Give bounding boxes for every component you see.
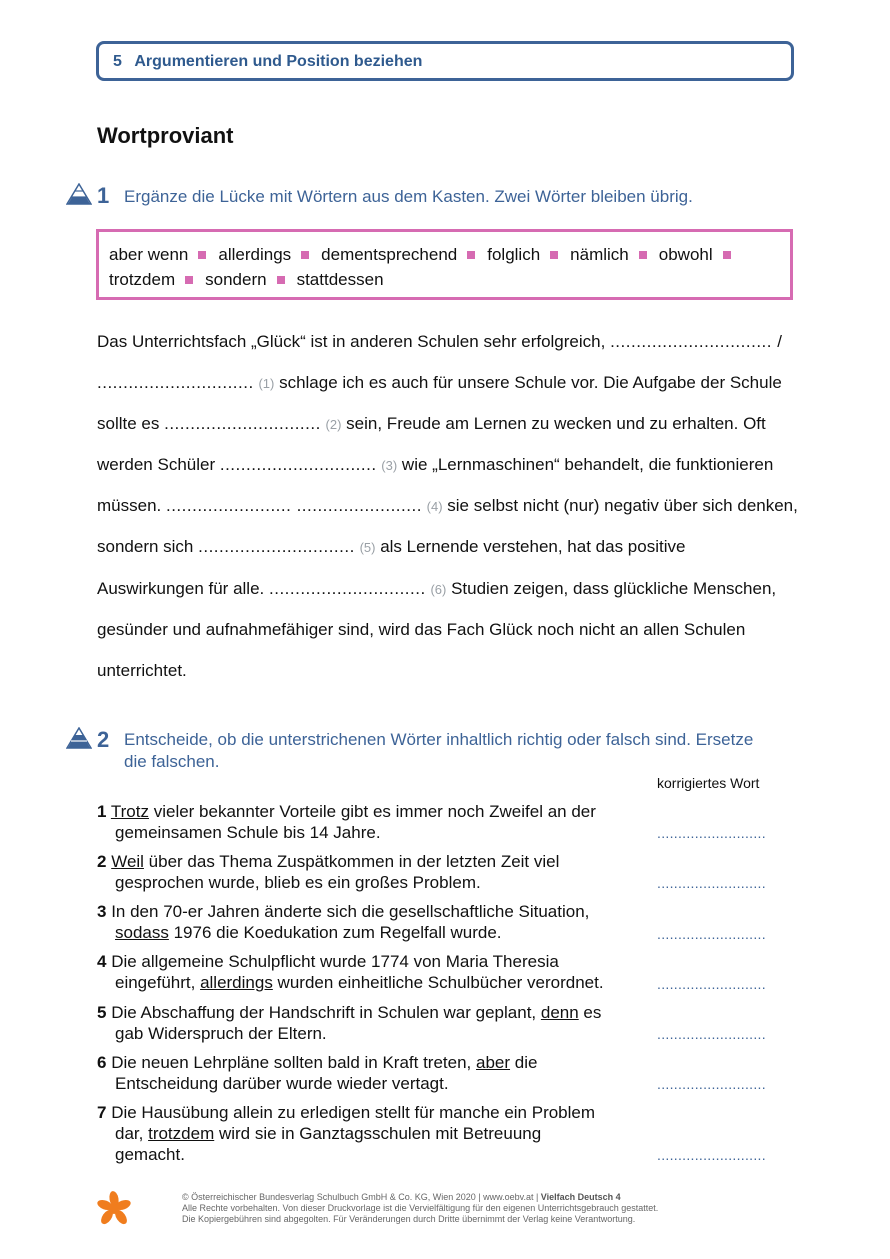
square-bullet-icon [185,276,193,284]
instruction-line: die falschen. [124,752,220,771]
underlined-word: sodass [115,923,169,942]
item-text: eingeführt, [115,973,201,992]
cloze-line [97,579,776,599]
item-text: über das Thema Zuspätkommen in der letzten Zeit viel [143,852,560,871]
word-item: aber wenn [109,245,189,264]
task-1-instruction: Ergänze die Lücke mit Wörtern aus dem Kasten. Zwei Wörter bleiben übrig. [124,187,693,206]
gap-number: (4) [426,499,443,514]
underlined-word: denn [540,1003,579,1022]
word-item: sondern [205,270,267,289]
cloze-gap[interactable]: .............................. [97,373,254,392]
chapter-number: 5 [113,53,122,70]
word-item: obwohl [658,245,713,264]
chapter-title: Argumentieren und Position beziehen [134,53,423,70]
item-text: wird sie in Ganztagsschulen mit Betreuung [214,1124,542,1143]
cloze-text: Das Unterrichtsfach „Glück“ ist in anderen Schulen sehr erfolgreich, [97,332,606,351]
item-number: 7 [97,1103,107,1122]
answer-field[interactable]: .......................... [657,926,766,942]
item-number: 1 [97,802,107,821]
cloze-text: sie selbst nicht (nur) negativ über sich denken, [447,496,798,515]
column-header: korrigiertes Wort [657,775,760,791]
cloze-text: schlage ich es auch für unsere Schule vor. Die Aufgabe der Schule [279,373,782,392]
cloze-gap[interactable]: .............................. [164,414,321,433]
underlined-word: Weil [111,852,144,871]
item-text: Die allgemeine Schulpflicht wurde 1774 von Maria Theresia [111,952,559,971]
instruction-line: Entscheide, ob die unterstrichenen Wörter inhaltlich richtig oder falsch sind. Ersetze [124,730,754,749]
list-item [97,801,642,843]
square-bullet-icon [639,251,647,259]
cloze-line [97,373,782,393]
cloze-gap[interactable]: .............................. [269,579,426,598]
list-item [97,901,642,943]
square-bullet-icon [723,251,731,259]
footer-copyright: © Österreichischer Bundesverlag Schulbuch GmbH & Co. KG, Wien 2020 | www.oebv.at | [182,1192,541,1202]
list-item [97,1052,642,1094]
cloze-text: müssen. [97,496,162,515]
answer-field[interactable]: .......................... [657,1076,766,1092]
cloze-line [97,537,685,557]
answer-field[interactable]: .......................... [657,976,766,992]
footer-book-title: Vielfach Deutsch 4 [540,1192,621,1202]
cloze-line [97,332,782,352]
underlined-word: trotzdem [148,1124,215,1143]
item-number: 6 [97,1053,107,1072]
footer-disclaimer: Die Kopiergebühren sind abgegolten. Für Veränderungen durch Dritte übernimmt der Verlag keine Verantwortung. [182,1214,636,1224]
item-text: gemacht. [115,1145,185,1164]
chapter-heading [113,53,422,71]
cloze-text: sein, Freude am Lernen zu wecken und zu erhalten. Oft [346,414,766,433]
item-text: vieler bekannter Vorteile gibt es immer noch Zweifel an der [148,802,596,821]
publisher-logo [96,1190,132,1226]
difficulty-triangle-icon [66,183,92,205]
cloze-gap[interactable]: ............................... / [610,332,783,351]
item-text: gab Widerspruch der Eltern. [115,1024,327,1043]
answer-field[interactable]: .......................... [657,875,766,891]
square-bullet-icon [277,276,285,284]
cloze-gap[interactable]: .............................. [198,537,355,556]
answer-field[interactable]: .......................... [657,825,766,841]
cloze-line [97,496,798,516]
cloze-text: unterrichtet. [97,661,187,680]
cloze-text: Auswirkungen für alle. [97,579,265,598]
cloze-text: gesünder und aufnahmefähiger sind, wird das Fach Glück noch nicht an allen Schulen [97,620,746,639]
gap-number: (1) [258,376,275,391]
underlined-word: allerdings [200,973,273,992]
gap-number: (6) [430,582,447,597]
list-item [97,951,657,993]
answer-field[interactable]: .......................... [657,1147,766,1163]
item-text: Die Abschaffung der Handschrift in Schulen war geplant, [111,1003,541,1022]
gap-number: (5) [359,540,376,555]
item-text: es [578,1003,602,1022]
gap-number: (3) [381,458,398,473]
cloze-text: als Lernende verstehen, hat das positive [380,537,686,556]
list-item [97,1102,642,1165]
cloze-text: sollte es [97,414,160,433]
word-item: stattdessen [296,270,384,289]
answer-field[interactable]: .......................... [657,1026,766,1042]
item-text: In den 70-er Jahren änderte sich die gesellschaftliche Situation, [111,902,590,921]
item-number: 4 [97,952,107,971]
item-text: Die Hausübung allein zu erledigen stellt für manche ein Problem [111,1103,596,1122]
difficulty-triangle-icon [66,727,92,749]
cloze-gap[interactable]: .............................. [219,455,377,474]
item-text: Entscheidung darüber wurde wieder vertagt. [115,1074,449,1093]
word-item: trotzdem [109,270,176,289]
cloze-text: sondern sich [97,537,194,556]
item-text: die [510,1053,538,1072]
item-text: Die neuen Lehrpläne sollten bald in Kraft treten, [111,1053,476,1072]
footer-rights: Alle Rechte vorbehalten. Von dieser Druckvorlage ist die Vervielfältigung für den eigenen Unterrichtsgebrauch gestattet. [182,1203,659,1213]
footer [182,1192,742,1225]
cloze-line [97,414,766,434]
cloze-text: werden Schüler [97,455,216,474]
task-2-number: 2 [97,727,110,752]
chapter-header [96,41,794,81]
square-bullet-icon [550,251,558,259]
item-number: 2 [97,852,107,871]
item-text: 1976 die Koedukation zum Regelfall wurde. [168,923,502,942]
word-item: folglich [487,245,541,264]
square-bullet-icon [198,251,206,259]
cloze-gap[interactable]: ........................ ........................ [165,496,422,515]
cloze-line [97,455,773,475]
cloze-line [97,620,745,640]
item-text: gemeinsamen Schule bis 14 Jahre. [115,823,381,842]
cloze-text: Studien zeigen, dass glückliche Menschen, [451,579,777,598]
item-number: 5 [97,1003,107,1022]
list-item [97,1002,642,1044]
square-bullet-icon [301,251,309,259]
item-text: wurden einheitliche Schulbücher verordnet. [272,973,604,992]
word-item: dementsprechend [321,245,458,264]
item-number: 3 [97,902,107,921]
word-item: allerdings [218,245,292,264]
square-bullet-icon [467,251,475,259]
page-title: Wortproviant [97,123,234,148]
word-item: nämlich [570,245,629,264]
list-item [97,851,642,893]
task-2-instruction [124,729,753,773]
cloze-line [97,661,187,681]
word-box [96,229,793,300]
underlined-word: aber [476,1053,511,1072]
item-text: gesprochen wurde, blieb es ein großes Problem. [115,873,481,892]
underlined-word: Trotz [110,802,149,821]
item-text: dar, [115,1124,149,1143]
word-list [109,242,779,292]
task-1-number: 1 [97,183,110,208]
cloze-text: wie „Lernmaschinen“ behandelt, die funktionieren [401,455,774,474]
gap-number: (2) [325,417,342,432]
